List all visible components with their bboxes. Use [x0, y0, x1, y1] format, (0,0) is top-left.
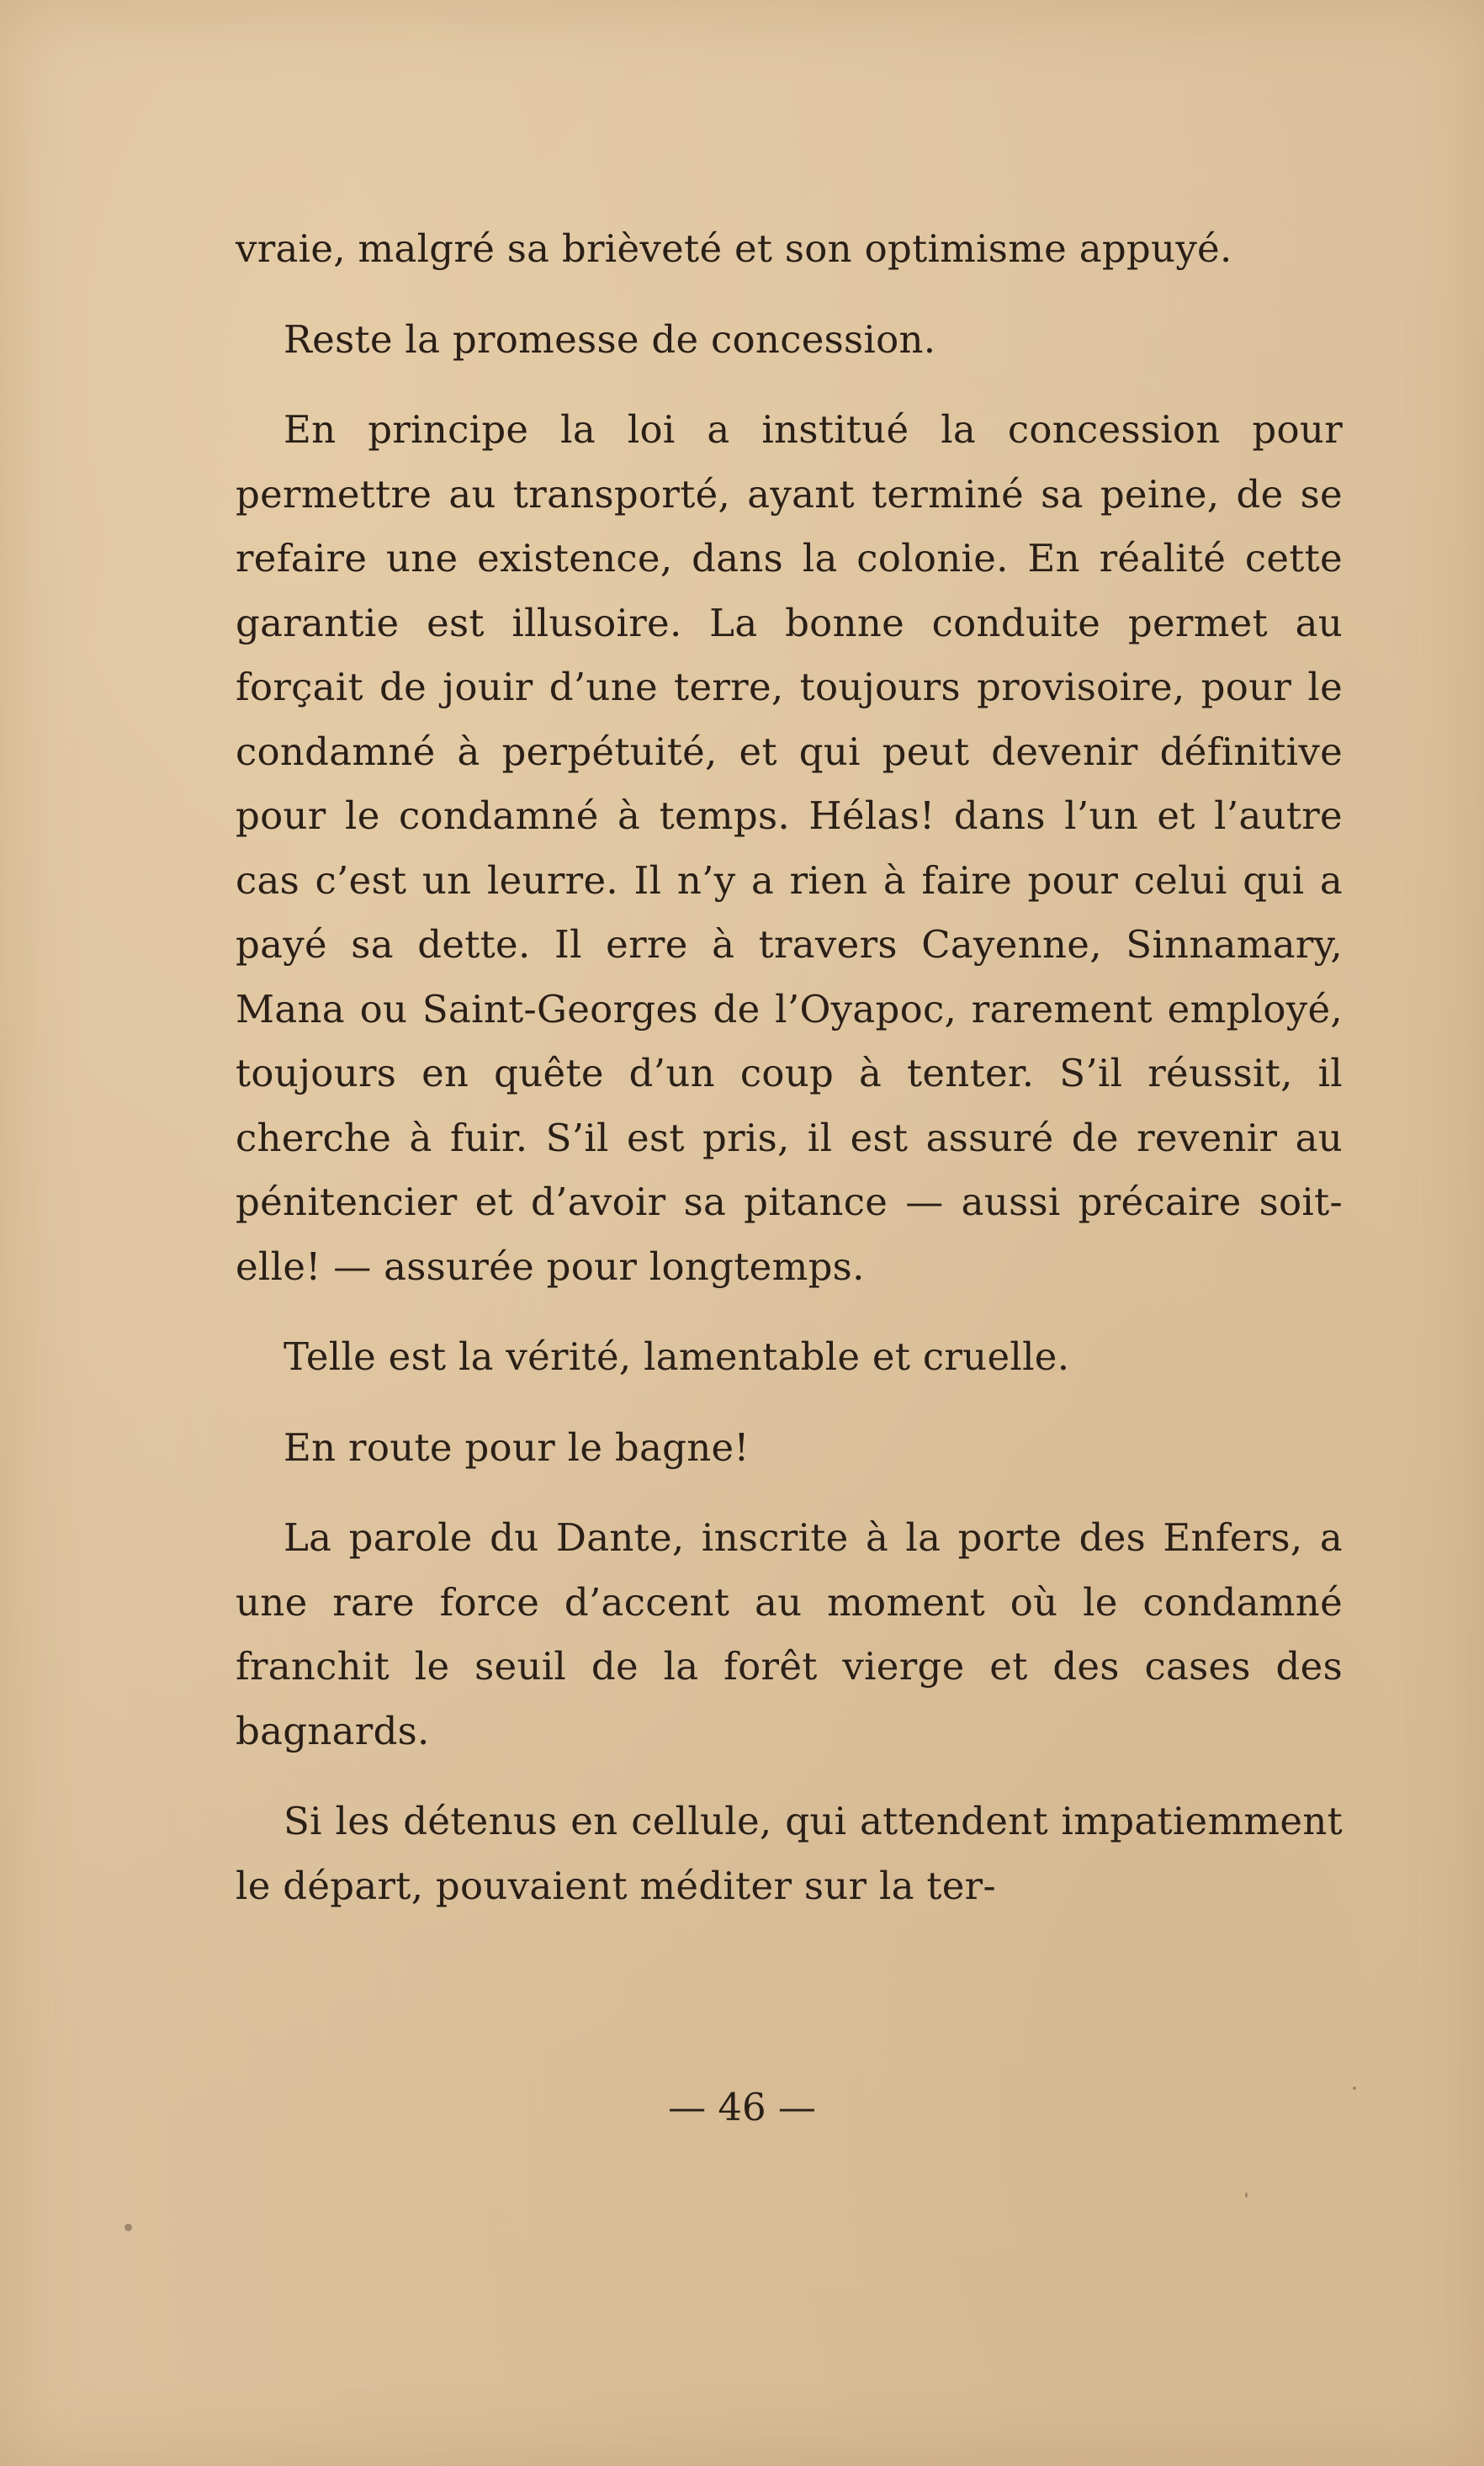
paragraph-concession-promise: Reste la promesse de concession. [284, 316, 936, 362]
body-text [236, 217, 1343, 1918]
paper-speck [125, 2224, 132, 2231]
paragraph-detainees: Si les détenus en cellule, qui attendent impatiemment le départ, pouvaient méditer sur la ter- [236, 1799, 1343, 1908]
paragraph-en-route: En route pour le bagne! [284, 1424, 750, 1470]
paper-speck [1245, 2193, 1248, 2198]
paragraph-dante: La parole du Dante, inscrite à la porte des Enfers, a une rare force d’accent au moment où le condamné franchit le seuil de la forêt vierge et des cases des bagnards. [236, 1515, 1343, 1753]
paragraph-continuation: vraie, malgré sa brièveté et son optimisme appuyé. [236, 226, 1232, 271]
paragraph-concession-law: En principe la loi a institué la concession pour permettre au transporté, ayant terminé sa peine, de se refaire une existence, dans la colonie. En réalité cette garantie est illusoire. La bonne conduite permet au forçait de jouir d’une terre, toujours provisoire, pour le condamné à perpétuité, et qui peut devenir définitive pour le condamné à temps. Hélas! dans l’un et l’autre cas c’est un leurre. Il n’y a rien à faire pour celui qui a payé sa dette. Il erre à travers Cayenne, Sinnamary, Mana ou Saint-Georges de l’Oyapoc, rarement employé, toujours en quête d’un coup à tenter. S’il réussit, il cherche à fuir. S’il est pris, il est assuré de revenir au pénitencier et d’avoir sa pitance — aussi précaire soit-elle! — assurée pour longtemps. [236, 407, 1343, 1289]
paragraph-truth: Telle est la vérité, lamentable et cruelle. [284, 1334, 1070, 1379]
paper-speck [1353, 2087, 1356, 2090]
page-number: — 46 — [668, 2085, 816, 2129]
